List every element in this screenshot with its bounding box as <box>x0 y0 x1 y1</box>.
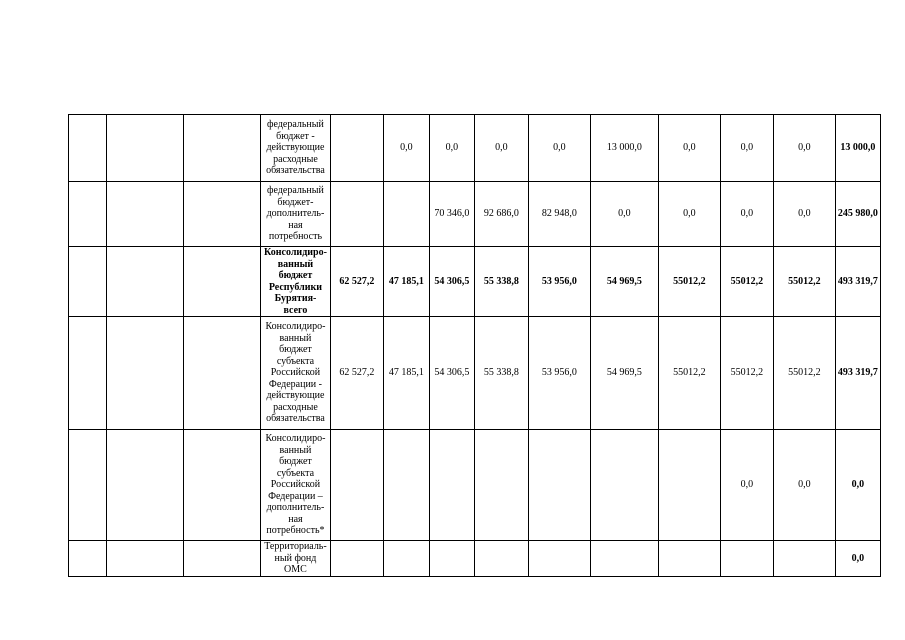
value-cell: 55 338,8 <box>474 317 528 430</box>
value-cell: 62 527,2 <box>330 317 383 430</box>
value-cell: 55 338,8 <box>474 247 528 317</box>
value-cell: 55012,2 <box>720 317 773 430</box>
value-cell: 54 306,5 <box>429 247 474 317</box>
value-cell: 54 969,5 <box>590 247 658 317</box>
value-cell <box>429 541 474 577</box>
value-cell <box>429 430 474 541</box>
value-cell: 54 306,5 <box>429 317 474 430</box>
value-cell: 0,0 <box>383 115 429 182</box>
total-cell: 493 319,7 <box>835 317 880 430</box>
total-cell: 245 980,0 <box>835 182 880 247</box>
funding-source-label: Консолидиро-ванный бюджет Республики Бурятия-всего <box>261 247 331 317</box>
value-cell: 55012,2 <box>658 247 720 317</box>
empty-cell <box>69 317 107 430</box>
value-cell: 53 956,0 <box>528 247 590 317</box>
value-cell <box>528 541 590 577</box>
empty-cell <box>69 115 107 182</box>
empty-cell <box>69 430 107 541</box>
funding-source-label: федеральный бюджет-дополнитель-ная потребность <box>261 182 331 247</box>
value-cell: 0,0 <box>474 115 528 182</box>
table-row <box>69 182 881 247</box>
value-cell: 82 948,0 <box>528 182 590 247</box>
value-cell: 13 000,0 <box>590 115 658 182</box>
value-cell <box>330 541 383 577</box>
value-cell: 0,0 <box>773 182 835 247</box>
budget-table-body <box>69 115 881 577</box>
value-cell: 92 686,0 <box>474 182 528 247</box>
empty-cell <box>69 541 107 577</box>
value-cell: 70 346,0 <box>429 182 474 247</box>
funding-source-label: федеральный бюджет - действующие расходные обязательства <box>261 115 331 182</box>
value-cell: 54 969,5 <box>590 317 658 430</box>
empty-cell <box>69 182 107 247</box>
value-cell <box>590 430 658 541</box>
funding-source-label: Консолидиро-ванный бюджет субъекта Российской Федерации – дополнитель-ная потребность* <box>261 430 331 541</box>
value-cell <box>383 430 429 541</box>
value-cell <box>658 430 720 541</box>
value-cell <box>383 541 429 577</box>
budget-table <box>68 114 881 577</box>
empty-cell <box>107 430 184 541</box>
value-cell: 47 185,1 <box>383 317 429 430</box>
value-cell <box>528 430 590 541</box>
value-cell: 0,0 <box>590 182 658 247</box>
empty-cell <box>184 541 261 577</box>
empty-cell <box>184 115 261 182</box>
value-cell <box>474 430 528 541</box>
value-cell <box>383 182 429 247</box>
table-row <box>69 247 881 317</box>
empty-cell <box>107 182 184 247</box>
value-cell: 0,0 <box>773 430 835 541</box>
value-cell <box>590 541 658 577</box>
table-row <box>69 430 881 541</box>
value-cell <box>474 541 528 577</box>
value-cell <box>658 541 720 577</box>
value-cell: 0,0 <box>658 115 720 182</box>
value-cell: 0,0 <box>720 115 773 182</box>
value-cell <box>720 541 773 577</box>
value-cell <box>773 541 835 577</box>
value-cell: 53 956,0 <box>528 317 590 430</box>
value-cell: 0,0 <box>658 182 720 247</box>
value-cell <box>330 182 383 247</box>
value-cell <box>330 115 383 182</box>
table-row <box>69 317 881 430</box>
value-cell: 0,0 <box>773 115 835 182</box>
value-cell <box>330 430 383 541</box>
total-cell: 493 319,7 <box>835 247 880 317</box>
value-cell: 0,0 <box>720 430 773 541</box>
total-cell: 13 000,0 <box>835 115 880 182</box>
value-cell: 55012,2 <box>658 317 720 430</box>
value-cell: 55012,2 <box>773 317 835 430</box>
value-cell: 0,0 <box>528 115 590 182</box>
empty-cell <box>107 115 184 182</box>
value-cell: 0,0 <box>429 115 474 182</box>
empty-cell <box>107 317 184 430</box>
table-row <box>69 541 881 577</box>
empty-cell <box>107 247 184 317</box>
total-cell: 0,0 <box>835 430 880 541</box>
empty-cell <box>184 317 261 430</box>
table-row <box>69 115 881 182</box>
value-cell: 0,0 <box>720 182 773 247</box>
empty-cell <box>107 541 184 577</box>
value-cell: 55012,2 <box>720 247 773 317</box>
value-cell: 47 185,1 <box>383 247 429 317</box>
total-cell: 0,0 <box>835 541 880 577</box>
empty-cell <box>184 182 261 247</box>
value-cell: 62 527,2 <box>330 247 383 317</box>
empty-cell <box>184 430 261 541</box>
empty-cell <box>69 247 107 317</box>
funding-source-label: Консолидиро-ванный бюджет субъекта Российской Федерации - действующие расходные обязательства <box>261 317 331 430</box>
value-cell: 55012,2 <box>773 247 835 317</box>
empty-cell <box>184 247 261 317</box>
funding-source-label: Территориаль-ный фонд ОМС <box>261 541 331 577</box>
